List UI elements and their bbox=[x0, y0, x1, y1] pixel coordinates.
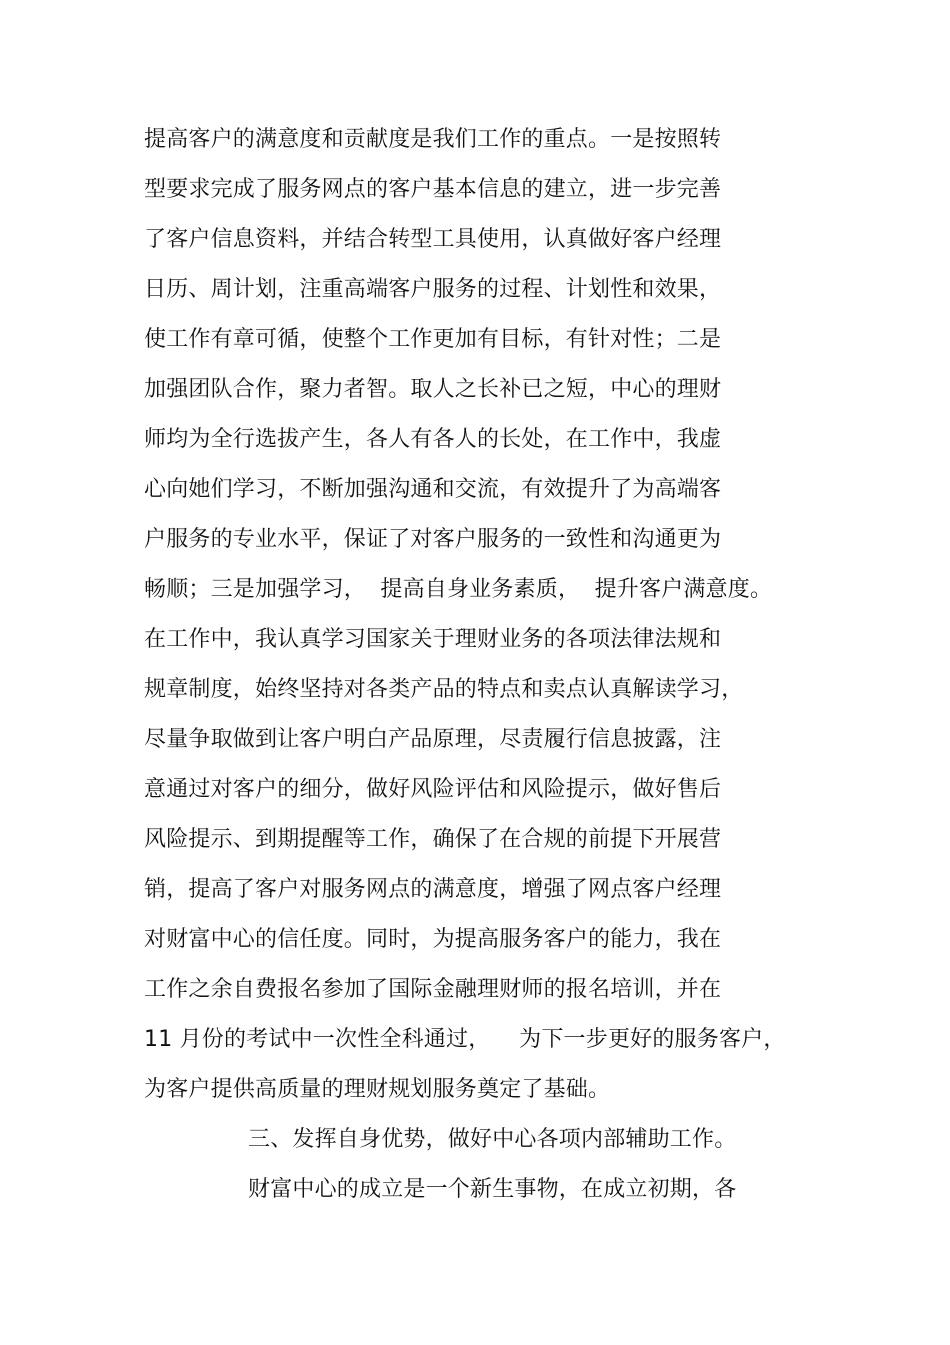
text-line-14: 意通过对客户的细分，做好风险评估和风险提示，做好售后 bbox=[144, 777, 722, 802]
section-heading: 三、发挥自身优势，做好中心各项内部辅助工作。 bbox=[248, 1127, 737, 1152]
paragraph-start-line: 财富中心的成立是一个新生事物，在成立初期，各 bbox=[248, 1177, 737, 1202]
text-line-5: 使工作有章可循，使整个工作更加有目标，有针对性；二是 bbox=[144, 327, 722, 352]
document-body bbox=[144, 122, 804, 1222]
text-line-13: 尽量争取做到让客户明白产品原理，尽责履行信息披露，注 bbox=[144, 727, 722, 752]
text-line-19: 11 月份的考试中一次性全科通过， 为下一步更好的服务客户， bbox=[144, 1027, 786, 1052]
text-line-17: 对财富中心的信任度。同时，为提高服务客户的能力，我在 bbox=[144, 927, 722, 952]
text-line-18: 工作之余自费报名参加了国际金融理财师的报名培训，并在 bbox=[144, 977, 722, 1002]
text-line-2: 型要求完成了服务网点的客户基本信息的建立，进一步完善 bbox=[144, 177, 722, 202]
text-line-6: 加强团队合作，聚力者智。取人之长补已之短，中心的理财 bbox=[144, 377, 722, 402]
text-line-11: 在工作中，我认真学习国家关于理财业务的各项法律法规和 bbox=[144, 627, 722, 652]
text-line-16: 销，提高了客户对服务网点的满意度，增强了网点客户经理 bbox=[144, 877, 722, 902]
text-line-7: 师均为全行选拔产生，各人有各人的长处，在工作中，我虚 bbox=[144, 427, 722, 452]
text-line-10: 畅顺；三是加强学习， 提高自身业务素质， 提升客户满意度。 bbox=[144, 577, 773, 602]
text-line-15: 风险提示、到期提醒等工作，确保了在合规的前提下开展营 bbox=[144, 827, 722, 852]
text-line-9: 户服务的专业水平，保证了对客户服务的一致性和沟通更为 bbox=[144, 527, 722, 552]
text-line-4: 日历、周计划，注重高端客户服务的过程、计划性和效果， bbox=[144, 277, 722, 302]
text-line-20: 为客户提供高质量的理财规划服务奠定了基础。 bbox=[144, 1077, 611, 1102]
text-line-1: 提高客户的满意度和贡献度是我们工作的重点。一是按照转 bbox=[144, 127, 722, 152]
text-line-8: 心向她们学习，不断加强沟通和交流，有效提升了为高端客 bbox=[144, 477, 722, 502]
text-line-3: 了客户信息资料，并结合转型工具使用，认真做好客户经理 bbox=[144, 227, 722, 252]
text-line-12: 规章制度，始终坚持对各类产品的特点和卖点认真解读学习， bbox=[144, 677, 744, 702]
